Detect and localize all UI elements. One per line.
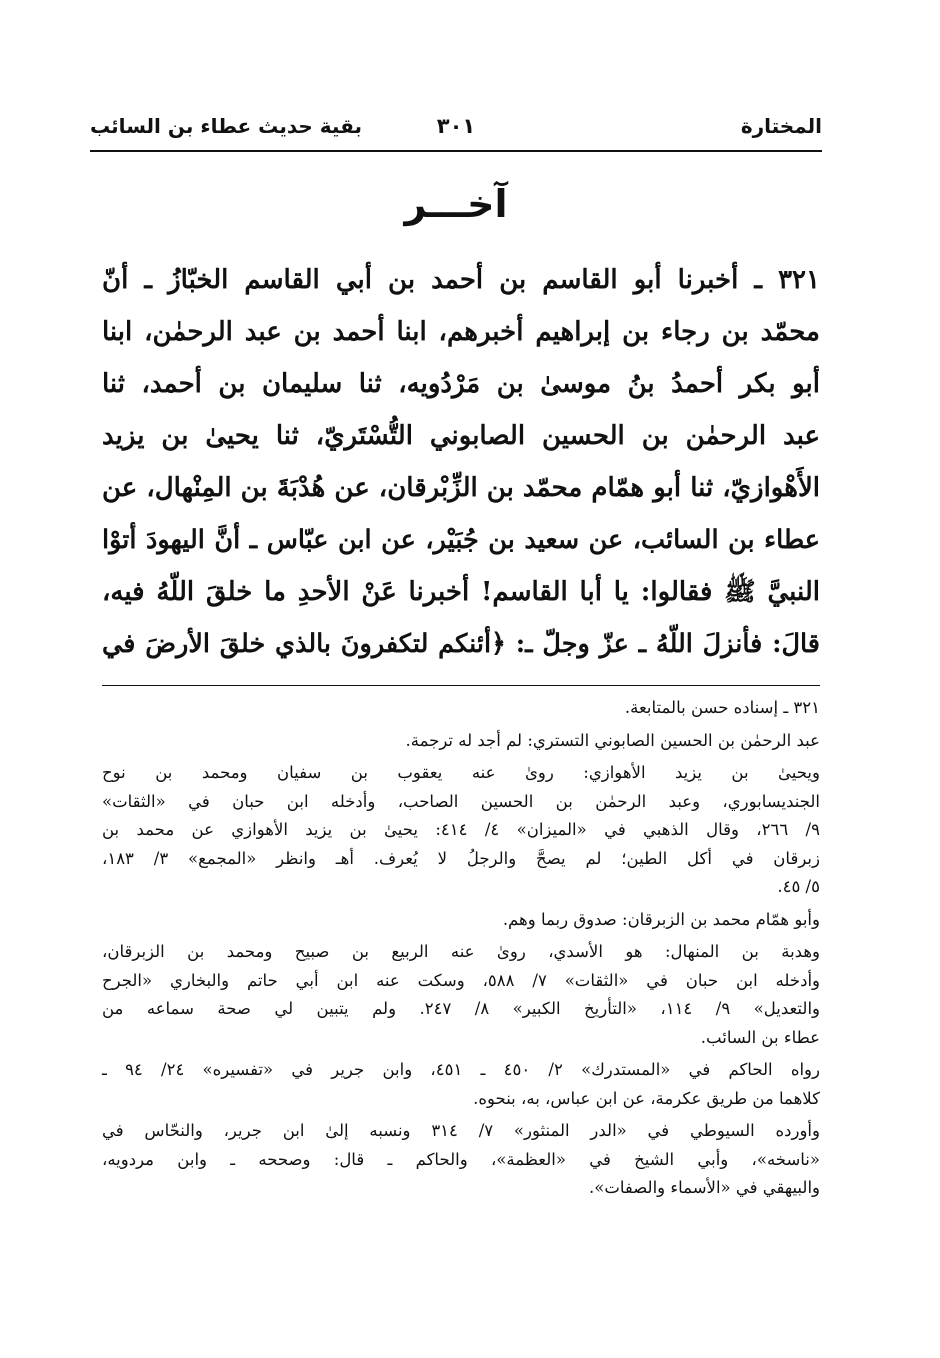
text-line: عطاء بن السائب، عن سعيد بن جُبَيْر، عن ابن عبّاس ـ أنَّ اليهودَ أتوْا [102,525,820,555]
footnotes [102,694,820,1207]
text-line: النبيَّ ﷺ فقالوا: يا أبا القاسم! أخبرنا عَنْ الأحدِ ما خلقَ اللّهُ فيه، [102,577,820,607]
footnote-line: ٣٢١ ـ إسناده حسن بالمتابعة. [624,698,820,717]
footnote-line: ٩/ ٢٦٦، وقال الذهبي في «الميزان» ٤/ ٤١٤: يحيىٰ بن يزيد الأهوازي عن محمد بن [102,820,820,839]
text-line: الأَهْوازيّ، ثنا أبو همّام محمّد بن الزِّبْرقان، عن هُدْبَةَ بن المِنْهال، عن [102,473,820,503]
footnote-paragraph [102,1056,820,1113]
footnote-line: عطاء بن السائب. [700,1027,820,1047]
book-title: المختارة [740,114,822,138]
text-line: قالَ: فأنزلَ اللّهُ ـ عزّ وجلّ ـ: ﴿أئنكم لتكفرونَ بالذي خلقَ الأرضَ في [102,629,820,659]
page-number: ٣٠١ [436,114,476,138]
footnote-paragraph [102,906,820,935]
footnote-divider [102,685,820,686]
footnote-line: الجنديسابوري، وعبد الرحمٰن بن الحسين الصاحب، وأدخله ابن حبان في «الثقات» [102,791,820,811]
text-line: ٣٢١ ـ أخبرنا أبو القاسم بن أحمد بن أبي القاسم الخبّازُ ـ أنّ [102,265,820,295]
footnote-paragraph [102,694,820,723]
footnote-paragraph [102,759,820,902]
text-line: أبو بكر أحمدُ بنُ موسىٰ بن مَرْدُويه، ثنا سليمان بن أحمد، ثنا [102,369,820,399]
footnote-line: والتعديل» ٩/ ١١٤، «التأريخ الكبير» ٨/ ٢٤٧. ولم يتبين لي صحة سماعه من [102,999,820,1018]
footnote-paragraph [102,938,820,1052]
text-line: محمّد بن رجاء بن إبراهيم أخبرهم، ابنا أحمد بن عبد الرحمٰن، ابنا [102,317,820,347]
footnote-paragraph [102,727,820,756]
text-line: عبد الرحمٰن بن الحسين الصابوني التُّسْتَريّ، ثنا يحيىٰ بن يزيد [102,421,820,451]
footnote-line: والبيهقي في «الأسماء والصفات». [589,1178,820,1197]
footnote-line: ٥/ ٤٥. [777,877,820,896]
footnote-line: وأدخله ابن حبان في «الثقات» ٧/ ٥٨٨، وسكت عنه ابن أبي حاتم والبخاري «الجرح [102,970,820,990]
header-divider [90,150,822,152]
footnote-line: كلاهما من طريق عكرمة، عن ابن عباس، به، بنحوه. [473,1088,820,1108]
hadith-heading: آخـــر [404,182,508,226]
footnote-line: زبرقان في أكل الطين؛ لم يصحَّ والرجلُ لا يُعرف. أهـ وانظر «المجمع» ٣/ ١٨٣، [102,848,820,868]
section-title: بقية حديث عطاء بن السائب [90,114,362,138]
footnote-line: وأورده السيوطي في «الدر المنثور» ٧/ ٣١٤ ونسبه إلىٰ ابن جرير، والنحّاس في [102,1121,820,1140]
footnote-line: عبد الرحمٰن بن الحسين الصابوني التستري: لم أجد له ترجمة. [405,730,820,750]
hadith-text [102,254,820,670]
footnote-line: وأبو همّام محمد بن الزبرقان: صدوق ربما وهم. [502,909,820,929]
footnote-paragraph [102,1117,820,1203]
running-header [90,114,822,150]
footnote-line: ويحيىٰ بن يزيد الأهوازي: روىٰ عنه يعقوب بن سفيان ومحمد بن نوح [102,763,820,782]
footnote-line: رواه الحاكم في «المستدرك» ٢/ ٤٥٠ ـ ٤٥١، وابن جرير في «تفسيره» ٢٤/ ٩٤ ـ [102,1060,820,1079]
footnote-line: وهدبة بن المنهال: هو الأسدي، روىٰ عنه الربيع بن صبيح ومحمد بن الزبرقان، [102,942,820,961]
footnote-line: «ناسخه»، وأبي الشيخ في «العظمة»، والحاكم ـ قال: وصححه ـ وابن مردويه، [102,1149,820,1169]
